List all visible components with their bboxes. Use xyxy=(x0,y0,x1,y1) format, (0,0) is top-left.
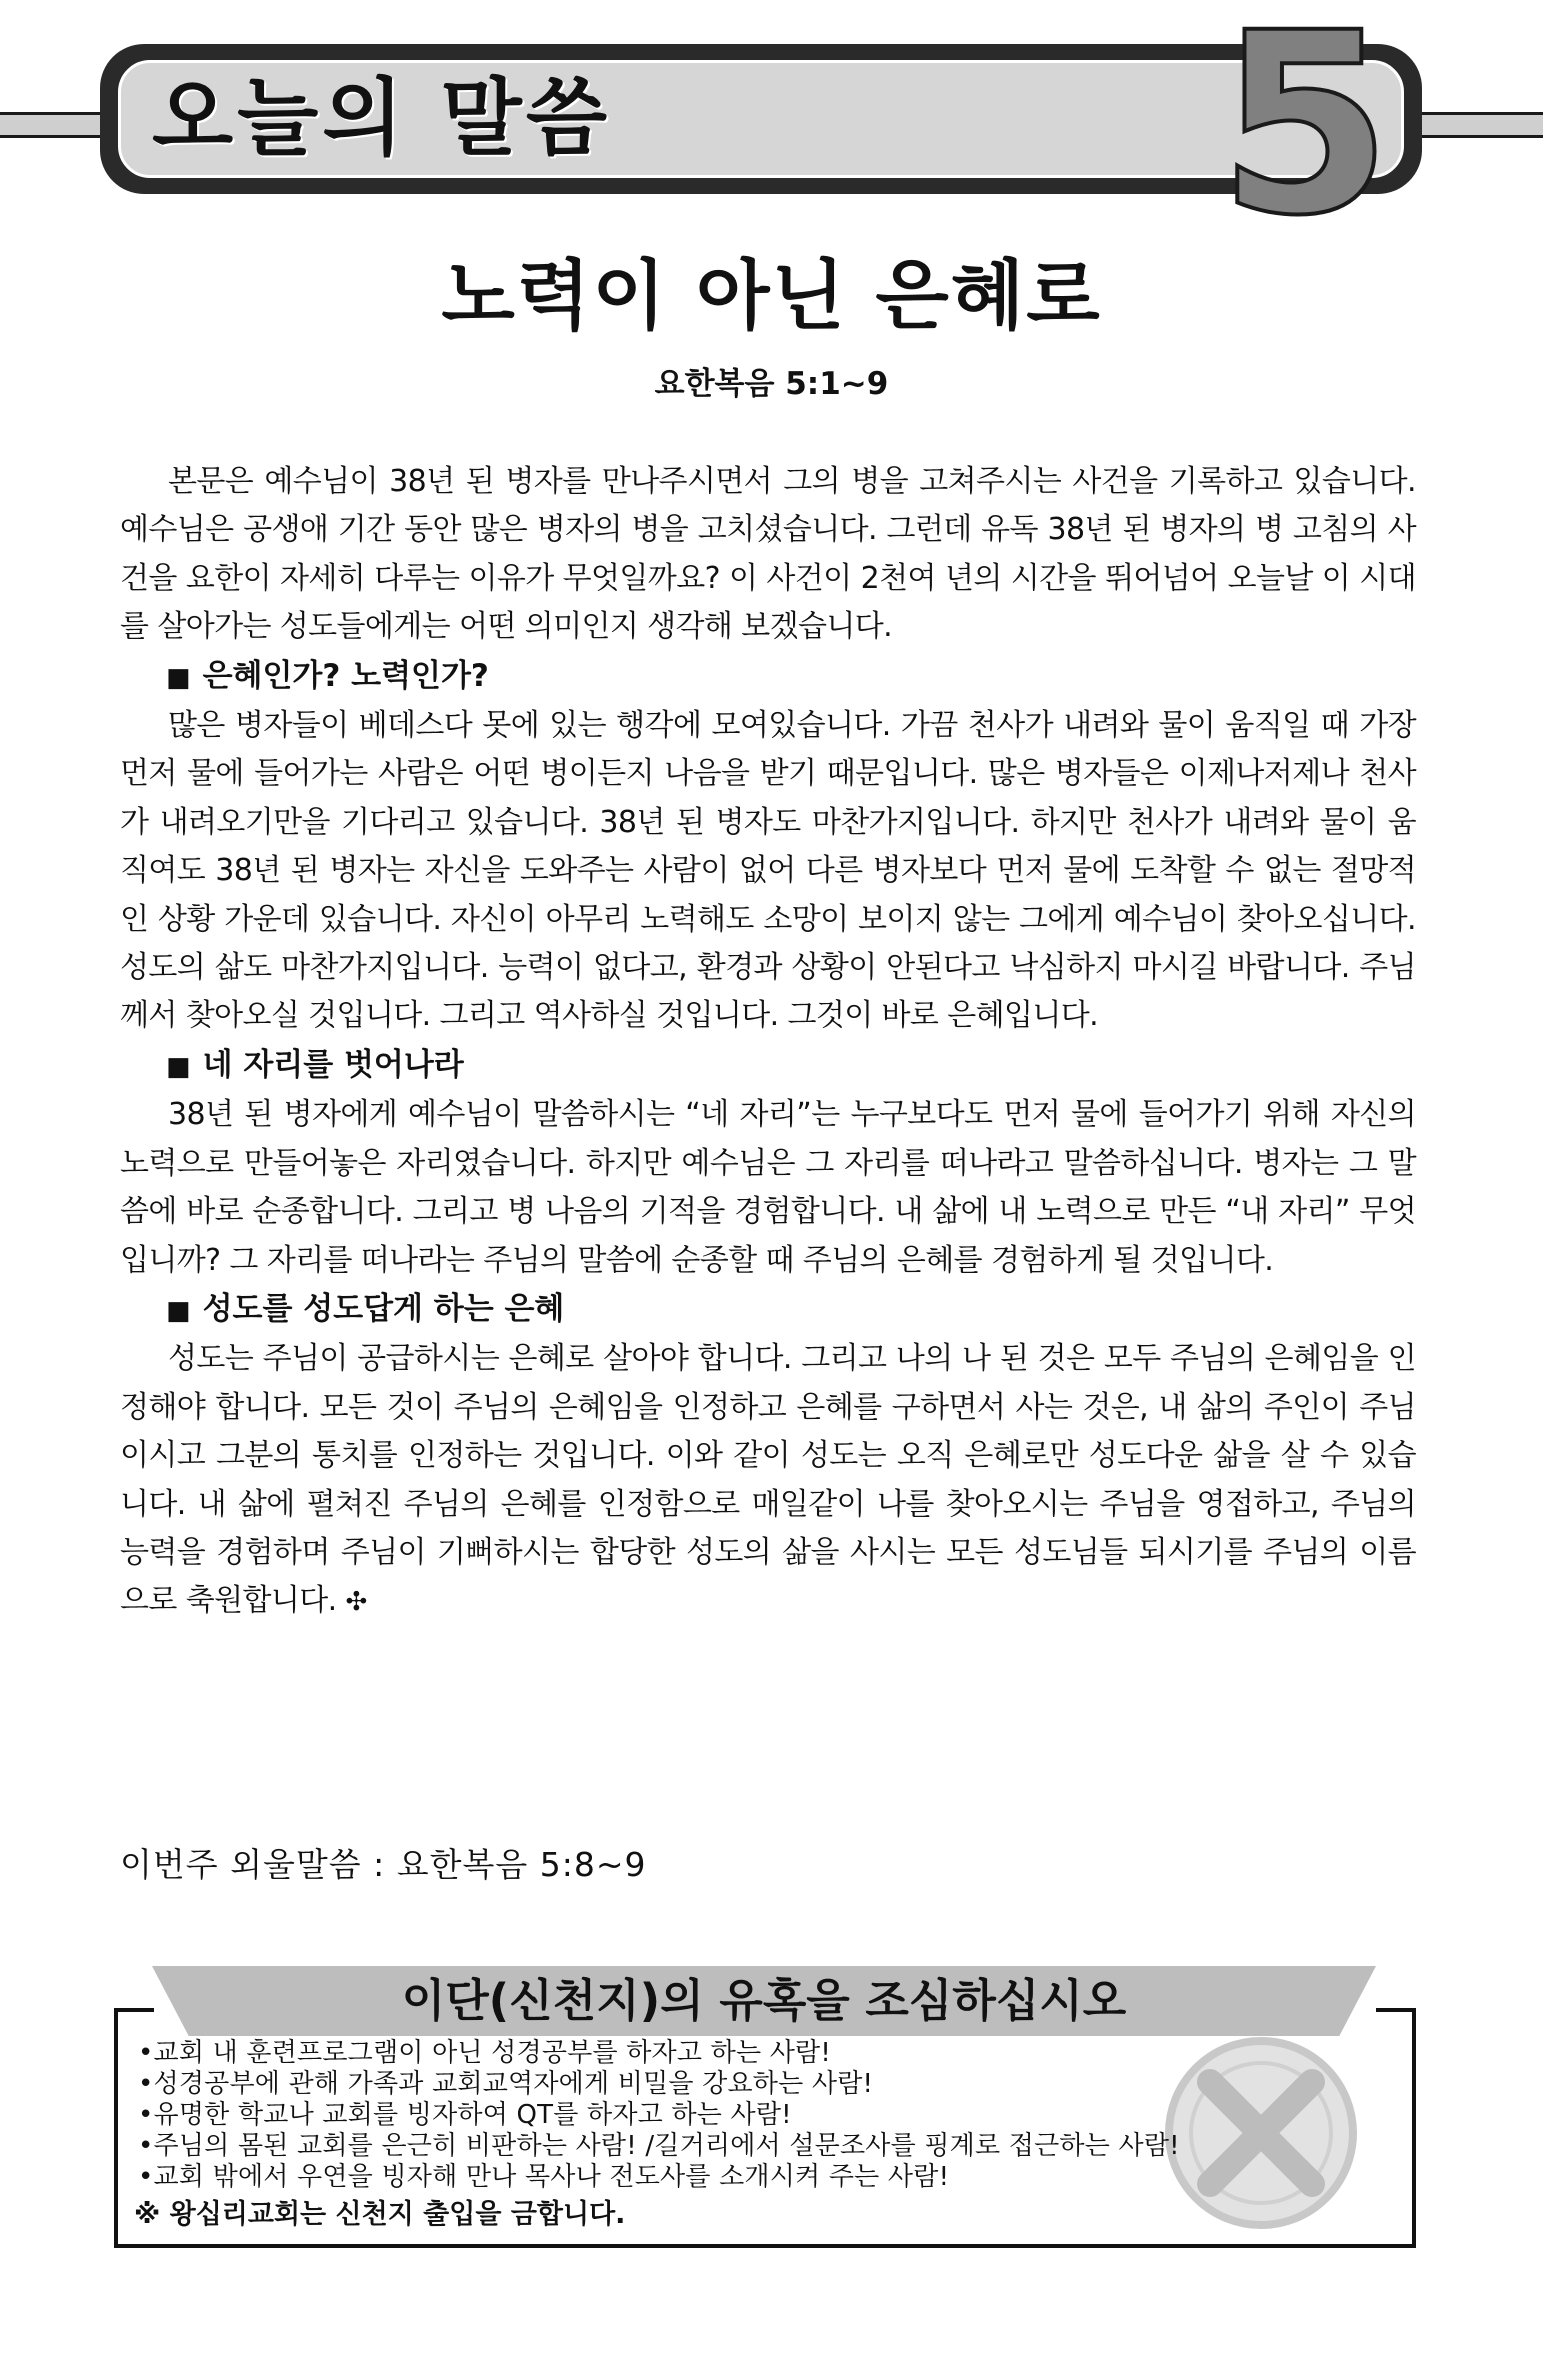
warning-item: •유명한 학교나 교회를 빙자하여 QT를 하자고 하는 사람! xyxy=(138,2100,792,2130)
warning-item: •주님의 몸된 교회를 은근히 비판하는 사람! /길거리에서 설문조사를 핑계로 접근하는 사람! xyxy=(138,2131,1180,2161)
page-title: 오늘의 말씀 xyxy=(152,69,611,167)
section-paragraph: 많은 병자들이 베데스다 못에 있는 행각에 모여있습니다. 가끔 천사가 내려와 물이 움직일 때 가장 먼저 물에 들어가는 사람은 어떤 병이든지 나음을 받기 때문입니다. 많은 병자들은 이제나저제나 천사가 내려오기만을 기다리고 있습니다. 38년 된 병자도 마찬가지입니다. 하지만 천사가 내려와 물이 움직여도 38년 된 병자는 자신을 도와주는 사람이 없어 다른 병자보다 먼저 물에 도착할 수 없는 절망적인 상황 가운데 있습니다. 자신이 아무리 노력해도 소망이 보이지 않는 그에게 예수님이 찾아오십니다. 성도의 삶도 마찬가지입니다. 능력이 없다고, 환경과 상황이 안된다고 낙심하지 마시길 바랍니다. 주님께서 찾아오실 것입니다. 그리고 역사하실 것입니다. 그것이 바로 은혜입니다. xyxy=(120,708,1416,1034)
warning-notice: ※ 왕십리교회는 신천지 출입을 금합니다. xyxy=(134,2199,626,2230)
memory-verse: 이번주 외울말씀 : 요한복음 5:8~9 xyxy=(120,1845,647,1884)
warning-list xyxy=(138,2038,1388,2193)
square-bullet-icon: ■ xyxy=(166,1295,191,1326)
section-paragraph xyxy=(120,1335,1416,1626)
section-heading xyxy=(120,1041,1416,1091)
intro-paragraph: 본문은 예수님이 38년 된 병자를 만나주시면서 그의 병을 고쳐주시는 사건을 기록하고 있습니다. 예수님은 공생애 기간 동안 많은 병자의 병을 고치셨습니다. 그런데 유독 38년 된 병자의 병 고침의 사건을 요한이 자세히 다루는 이유가 무엇일까요? 이 사건이 2천여 년의 시간을 뛰어넘어 오늘날 이 시대를 살아가는 성도들에게는 어떤 의미인지 생각해 보겠습니다. xyxy=(120,464,1416,645)
sermon-title: 노력이 아닌 은혜로 xyxy=(441,251,1102,340)
warning-box-corner-left xyxy=(114,2008,154,2012)
warning-title: 이단(신천지)의 유혹을 조심하십시오 xyxy=(401,1974,1127,2027)
warning-item: •교회 밖에서 우연을 빙자해 만나 목사나 전도사를 소개시켜 주는 사람! xyxy=(138,2162,950,2192)
page-number: 5 xyxy=(1218,0,1392,270)
section-heading xyxy=(120,652,1416,702)
ornament-icon: ✣ xyxy=(345,1587,367,1618)
section-paragraph: 38년 된 병자에게 예수님이 말씀하시는 “네 자리”는 누구보다도 먼저 물에 들어가기 위해 자신의 노력으로 만들어놓은 자리였습니다. 하지만 예수님은 그 자리를 떠나라고 말씀하십니다. 병자는 그 말씀에 바로 순종합니다. 그리고 병 나음의 기적을 경험합니다. 내 삶에 내 노력으로 만든 “내 자리” 무엇입니까? 그 자리를 떠나라는 주님의 말씀에 순종할 때 주님의 은혜를 경험하게 될 것입니다. xyxy=(120,1097,1416,1278)
square-bullet-icon: ■ xyxy=(166,662,191,693)
section-heading xyxy=(120,1285,1416,1335)
sermon-body xyxy=(120,458,1416,1627)
section-heading-text: 은혜인가? 노력인가? xyxy=(202,657,489,694)
square-bullet-icon: ■ xyxy=(166,1051,191,1082)
section-heading-text: 성도를 성도답게 하는 은혜 xyxy=(202,1290,565,1327)
warning-item: •교회 내 훈련프로그램이 아닌 성경공부를 하자고 하는 사람! xyxy=(138,2038,831,2068)
warning-item: •성경공부에 관해 가족과 교회교역자에게 비밀을 강요하는 사람! xyxy=(138,2069,874,2099)
section-paragraph-text: 성도는 주님이 공급하시는 은혜로 살아야 합니다. 그리고 나의 나 된 것은 모두 주님의 은혜임을 인정해야 합니다. 모든 것이 주님의 은혜임을 인정하고 은혜를 구하면서 사는 것은, 내 삶의 주인이 주님이시고 그분의 통치를 인정하는 것입니다. 이와 같이 성도는 오직 은혜로만 성도다운 삶을 살 수 있습니다. 내 삶에 펼쳐진 주님의 은혜를 인정함으로 매일같이 나를 찾아오시는 주님을 영접하고, 주님의 능력을 경험하며 주님이 기뻐하시는 합당한 성도의 삶을 사시는 모든 성도님들 되시기를 주님의 이름으로 축원합니다. xyxy=(120,1341,1416,1619)
section-heading-text: 네 자리를 벗어나라 xyxy=(202,1046,464,1083)
warning-box-corner-right xyxy=(1376,2008,1416,2012)
scripture-reference: 요한복음 5:1~9 xyxy=(654,366,889,402)
